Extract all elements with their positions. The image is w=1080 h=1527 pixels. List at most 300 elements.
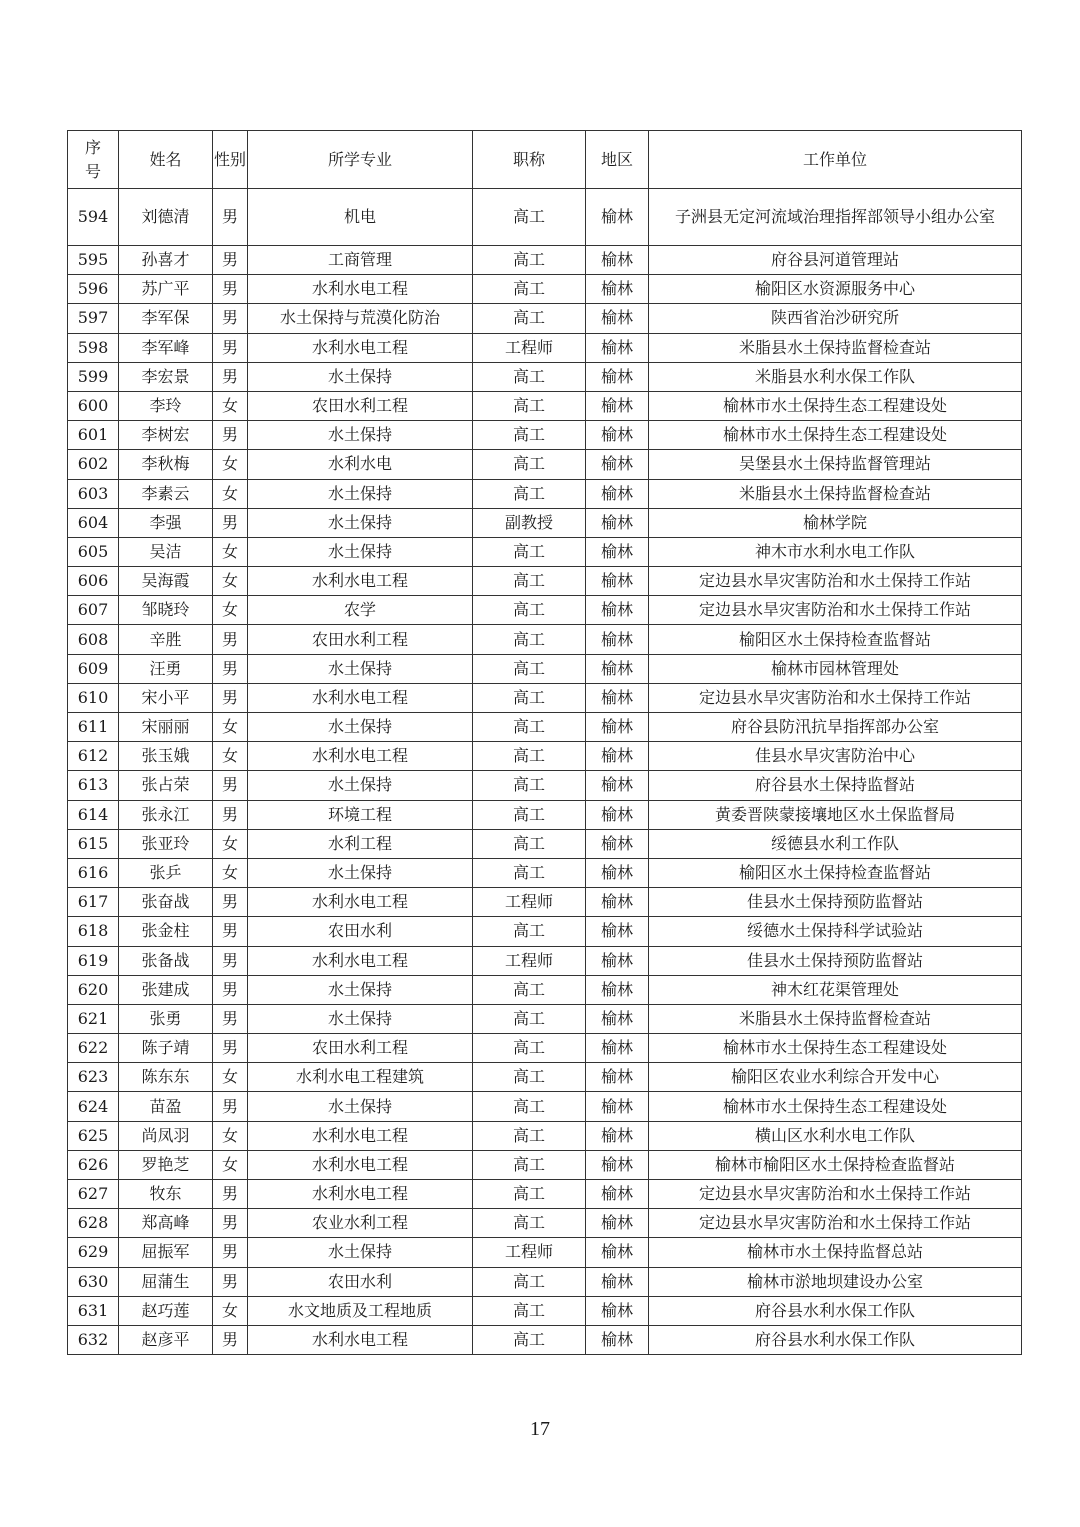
- cell-major: 水土保持: [248, 1004, 473, 1033]
- header-row: [68, 131, 1022, 189]
- cell-gender: 女: [213, 1063, 248, 1092]
- cell-region: 榆林: [586, 742, 649, 771]
- cell-region: 榆林: [586, 654, 649, 683]
- table-row: [68, 713, 1022, 742]
- cell-unit: 米脂县水土保持监督检查站: [649, 1004, 1022, 1033]
- cell-region: 榆林: [586, 975, 649, 1004]
- cell-seq: 616: [68, 858, 119, 887]
- cell-name: 郑高峰: [119, 1209, 213, 1238]
- cell-gender: 男: [213, 1004, 248, 1033]
- cell-region: 榆林: [586, 1092, 649, 1121]
- cell-gender: 女: [213, 596, 248, 625]
- cell-seq: 617: [68, 888, 119, 917]
- cell-seq: 618: [68, 917, 119, 946]
- cell-region: 榆林: [586, 275, 649, 304]
- table-row: [68, 362, 1022, 391]
- cell-major: 农田水利工程: [248, 1034, 473, 1063]
- cell-major: 农学: [248, 596, 473, 625]
- table-row: [68, 917, 1022, 946]
- cell-region: 榆林: [586, 800, 649, 829]
- cell-name: 宋丽丽: [119, 713, 213, 742]
- cell-region: 榆林: [586, 537, 649, 566]
- header-region: 地区: [586, 131, 649, 189]
- cell-seq: 611: [68, 713, 119, 742]
- cell-major: 水利水电工程: [248, 1150, 473, 1179]
- cell-gender: 女: [213, 829, 248, 858]
- cell-gender: 男: [213, 333, 248, 362]
- cell-name: 汪勇: [119, 654, 213, 683]
- cell-region: 榆林: [586, 450, 649, 479]
- cell-major: 水土保持: [248, 858, 473, 887]
- cell-region: 榆林: [586, 362, 649, 391]
- cell-name: 赵彦平: [119, 1325, 213, 1354]
- cell-region: 榆林: [586, 333, 649, 362]
- cell-seq: 605: [68, 537, 119, 566]
- cell-title: 高工: [473, 1092, 586, 1121]
- header-unit: 工作单位: [649, 131, 1022, 189]
- cell-unit: 米脂县水土保持监督检查站: [649, 333, 1022, 362]
- cell-unit: 米脂县水利水保工作队: [649, 362, 1022, 391]
- cell-unit: 榆阳区水土保持检查监督站: [649, 858, 1022, 887]
- cell-major: 水利水电工程: [248, 275, 473, 304]
- cell-title: 高工: [473, 1034, 586, 1063]
- cell-gender: 男: [213, 1267, 248, 1296]
- cell-seq: 620: [68, 975, 119, 1004]
- cell-seq: 630: [68, 1267, 119, 1296]
- table-row: [68, 596, 1022, 625]
- table-row: [68, 1180, 1022, 1209]
- cell-major: 农业水利工程: [248, 1209, 473, 1238]
- cell-unit: 神木红花渠管理处: [649, 975, 1022, 1004]
- cell-gender: 女: [213, 537, 248, 566]
- cell-title: 高工: [473, 362, 586, 391]
- cell-gender: 男: [213, 771, 248, 800]
- cell-major: 水利水电工程: [248, 888, 473, 917]
- cell-name: 张玉娥: [119, 742, 213, 771]
- cell-seq: 624: [68, 1092, 119, 1121]
- table-row: [68, 275, 1022, 304]
- cell-title: 高工: [473, 1180, 586, 1209]
- cell-major: 水利水电工程: [248, 567, 473, 596]
- cell-unit: 绥德县水利工作队: [649, 829, 1022, 858]
- cell-seq: 594: [68, 189, 119, 246]
- cell-major: 水利水电: [248, 450, 473, 479]
- cell-unit: 榆林市水土保持监督总站: [649, 1238, 1022, 1267]
- cell-title: 工程师: [473, 1238, 586, 1267]
- cell-unit: 陕西省治沙研究所: [649, 304, 1022, 333]
- cell-seq: 598: [68, 333, 119, 362]
- cell-name: 张亚玲: [119, 829, 213, 858]
- cell-name: 张永江: [119, 800, 213, 829]
- cell-major: 水土保持: [248, 975, 473, 1004]
- cell-region: 榆林: [586, 304, 649, 333]
- cell-title: 高工: [473, 391, 586, 420]
- cell-major: 水利工程: [248, 829, 473, 858]
- cell-name: 孙喜才: [119, 246, 213, 275]
- cell-region: 榆林: [586, 1209, 649, 1238]
- cell-seq: 631: [68, 1296, 119, 1325]
- cell-region: 榆林: [586, 596, 649, 625]
- cell-seq: 613: [68, 771, 119, 800]
- table-row: [68, 333, 1022, 362]
- cell-gender: 男: [213, 1092, 248, 1121]
- cell-title: 高工: [473, 1004, 586, 1033]
- cell-name: 张建成: [119, 975, 213, 1004]
- cell-name: 李宏景: [119, 362, 213, 391]
- cell-seq: 607: [68, 596, 119, 625]
- table-row: [68, 625, 1022, 654]
- cell-name: 李军峰: [119, 333, 213, 362]
- cell-unit: 府谷县水利水保工作队: [649, 1296, 1022, 1325]
- cell-region: 榆林: [586, 917, 649, 946]
- cell-title: 高工: [473, 596, 586, 625]
- cell-unit: 榆林市水土保持生态工程建设处: [649, 1092, 1022, 1121]
- cell-unit: 榆阳区水土保持检查监督站: [649, 625, 1022, 654]
- cell-unit: 府谷县河道管理站: [649, 246, 1022, 275]
- header-gender: 性别: [213, 131, 248, 189]
- cell-gender: 男: [213, 683, 248, 712]
- cell-region: 榆林: [586, 713, 649, 742]
- cell-unit: 榆林市园林管理处: [649, 654, 1022, 683]
- header-title: 职称: [473, 131, 586, 189]
- cell-unit: 府谷县防汛抗旱指挥部办公室: [649, 713, 1022, 742]
- cell-seq: 600: [68, 391, 119, 420]
- cell-gender: 女: [213, 450, 248, 479]
- cell-gender: 女: [213, 1121, 248, 1150]
- cell-seq: 628: [68, 1209, 119, 1238]
- cell-title: 高工: [473, 1063, 586, 1092]
- cell-unit: 定边县水旱灾害防治和水土保持工作站: [649, 567, 1022, 596]
- cell-title: 高工: [473, 742, 586, 771]
- cell-name: 李树宏: [119, 421, 213, 450]
- cell-gender: 男: [213, 1034, 248, 1063]
- cell-name: 陈东东: [119, 1063, 213, 1092]
- cell-title: 高工: [473, 1267, 586, 1296]
- cell-gender: 男: [213, 888, 248, 917]
- cell-region: 榆林: [586, 246, 649, 275]
- cell-region: 榆林: [586, 888, 649, 917]
- table-row: [68, 1238, 1022, 1267]
- cell-major: 环境工程: [248, 800, 473, 829]
- cell-title: 高工: [473, 1296, 586, 1325]
- cell-unit: 榆林市水土保持生态工程建设处: [649, 421, 1022, 450]
- cell-name: 李素云: [119, 479, 213, 508]
- cell-gender: 男: [213, 421, 248, 450]
- cell-gender: 男: [213, 1209, 248, 1238]
- cell-region: 榆林: [586, 1150, 649, 1179]
- cell-name: 赵巧莲: [119, 1296, 213, 1325]
- cell-region: 榆林: [586, 508, 649, 537]
- cell-title: 高工: [473, 975, 586, 1004]
- cell-unit: 子洲县无定河流域治理指挥部领导小组办公室: [649, 189, 1022, 246]
- cell-major: 水土保持与荒漠化防治: [248, 304, 473, 333]
- cell-major: 水文地质及工程地质: [248, 1296, 473, 1325]
- table-row: [68, 246, 1022, 275]
- table-row: [68, 304, 1022, 333]
- cell-unit: 定边县水旱灾害防治和水土保持工作站: [649, 1209, 1022, 1238]
- cell-region: 榆林: [586, 1267, 649, 1296]
- cell-name: 张占荣: [119, 771, 213, 800]
- cell-seq: 610: [68, 683, 119, 712]
- cell-unit: 榆阳区水资源服务中心: [649, 275, 1022, 304]
- cell-unit: 榆林市水土保持生态工程建设处: [649, 391, 1022, 420]
- table-row: [68, 567, 1022, 596]
- cell-seq: 626: [68, 1150, 119, 1179]
- cell-unit: 佳县水土保持预防监督站: [649, 946, 1022, 975]
- table-row: [68, 189, 1022, 246]
- cell-name: 李秋梅: [119, 450, 213, 479]
- cell-gender: 男: [213, 275, 248, 304]
- cell-unit: 府谷县水土保持监督站: [649, 771, 1022, 800]
- cell-major: 农田水利: [248, 917, 473, 946]
- cell-gender: 男: [213, 1325, 248, 1354]
- header-major: 所学专业: [248, 131, 473, 189]
- cell-seq: 597: [68, 304, 119, 333]
- cell-name: 吴洁: [119, 537, 213, 566]
- table-row: [68, 858, 1022, 887]
- cell-gender: 女: [213, 567, 248, 596]
- cell-name: 李强: [119, 508, 213, 537]
- cell-major: 农田水利: [248, 1267, 473, 1296]
- cell-gender: 男: [213, 975, 248, 1004]
- cell-major: 水土保持: [248, 1092, 473, 1121]
- cell-title: 高工: [473, 189, 586, 246]
- cell-seq: 599: [68, 362, 119, 391]
- cell-name: 邹晓玲: [119, 596, 213, 625]
- table-row: [68, 421, 1022, 450]
- cell-seq: 621: [68, 1004, 119, 1033]
- cell-seq: 625: [68, 1121, 119, 1150]
- cell-name: 李军保: [119, 304, 213, 333]
- cell-region: 榆林: [586, 683, 649, 712]
- cell-name: 刘德清: [119, 189, 213, 246]
- cell-gender: 女: [213, 1150, 248, 1179]
- table-row: [68, 683, 1022, 712]
- cell-name: 张金柱: [119, 917, 213, 946]
- cell-title: 高工: [473, 654, 586, 683]
- cell-name: 苏广平: [119, 275, 213, 304]
- cell-gender: 男: [213, 1238, 248, 1267]
- cell-major: 水利水电工程: [248, 333, 473, 362]
- cell-name: 张乒: [119, 858, 213, 887]
- cell-title: 高工: [473, 917, 586, 946]
- cell-region: 榆林: [586, 771, 649, 800]
- cell-region: 榆林: [586, 1325, 649, 1354]
- cell-unit: 榆林市淤地坝建设办公室: [649, 1267, 1022, 1296]
- cell-seq: 615: [68, 829, 119, 858]
- table-row: [68, 654, 1022, 683]
- cell-name: 尚凤羽: [119, 1121, 213, 1150]
- cell-gender: 男: [213, 654, 248, 683]
- cell-title: 高工: [473, 421, 586, 450]
- cell-name: 辛胜: [119, 625, 213, 654]
- table-row: [68, 450, 1022, 479]
- personnel-table: [67, 130, 1022, 1355]
- cell-major: 水利水电工程: [248, 742, 473, 771]
- cell-seq: 612: [68, 742, 119, 771]
- table-row: [68, 829, 1022, 858]
- table-row: [68, 888, 1022, 917]
- table-header: [68, 131, 1022, 189]
- cell-gender: 女: [213, 742, 248, 771]
- cell-seq: 609: [68, 654, 119, 683]
- cell-title: 高工: [473, 275, 586, 304]
- cell-region: 榆林: [586, 391, 649, 420]
- cell-major: 水利水电工程: [248, 683, 473, 712]
- cell-major: 水土保持: [248, 362, 473, 391]
- cell-title: 高工: [473, 858, 586, 887]
- header-seq: 序号: [68, 131, 119, 189]
- cell-title: 高工: [473, 683, 586, 712]
- cell-gender: 男: [213, 508, 248, 537]
- cell-unit: 榆林市水土保持生态工程建设处: [649, 1034, 1022, 1063]
- table-row: [68, 1209, 1022, 1238]
- cell-major: 水利水电工程建筑: [248, 1063, 473, 1092]
- cell-gender: 女: [213, 391, 248, 420]
- table-row: [68, 537, 1022, 566]
- cell-seq: 604: [68, 508, 119, 537]
- cell-gender: 男: [213, 304, 248, 333]
- cell-unit: 米脂县水土保持监督检查站: [649, 479, 1022, 508]
- cell-unit: 横山区水利水电工作队: [649, 1121, 1022, 1150]
- cell-title: 高工: [473, 450, 586, 479]
- table-body: [68, 189, 1022, 1355]
- cell-region: 榆林: [586, 1034, 649, 1063]
- cell-major: 水利水电工程: [248, 946, 473, 975]
- cell-unit: 府谷县水利水保工作队: [649, 1325, 1022, 1354]
- cell-seq: 601: [68, 421, 119, 450]
- cell-unit: 黄委晋陕蒙接壤地区水土保监督局: [649, 800, 1022, 829]
- cell-title: 高工: [473, 479, 586, 508]
- cell-region: 榆林: [586, 1238, 649, 1267]
- cell-major: 水土保持: [248, 421, 473, 450]
- cell-region: 榆林: [586, 829, 649, 858]
- cell-region: 榆林: [586, 189, 649, 246]
- cell-title: 高工: [473, 800, 586, 829]
- cell-unit: 定边县水旱灾害防治和水土保持工作站: [649, 683, 1022, 712]
- cell-name: 罗艳芝: [119, 1150, 213, 1179]
- cell-region: 榆林: [586, 858, 649, 887]
- cell-name: 屈蒲生: [119, 1267, 213, 1296]
- table-row: [68, 391, 1022, 420]
- cell-seq: 627: [68, 1180, 119, 1209]
- cell-unit: 绥德水土保持科学试验站: [649, 917, 1022, 946]
- cell-gender: 男: [213, 917, 248, 946]
- cell-title: 工程师: [473, 946, 586, 975]
- table-row: [68, 742, 1022, 771]
- cell-seq: 622: [68, 1034, 119, 1063]
- cell-title: 高工: [473, 1150, 586, 1179]
- cell-major: 水利水电工程: [248, 1325, 473, 1354]
- table-row: [68, 1004, 1022, 1033]
- cell-title: 高工: [473, 713, 586, 742]
- cell-seq: 603: [68, 479, 119, 508]
- cell-major: 水土保持: [248, 1238, 473, 1267]
- cell-seq: 595: [68, 246, 119, 275]
- cell-seq: 602: [68, 450, 119, 479]
- cell-gender: 男: [213, 246, 248, 275]
- cell-gender: 男: [213, 189, 248, 246]
- cell-major: 水土保持: [248, 713, 473, 742]
- cell-title: 高工: [473, 771, 586, 800]
- cell-major: 农田水利工程: [248, 625, 473, 654]
- cell-major: 水土保持: [248, 479, 473, 508]
- cell-seq: 606: [68, 567, 119, 596]
- cell-name: 张奋战: [119, 888, 213, 917]
- cell-region: 榆林: [586, 1121, 649, 1150]
- cell-major: 工商管理: [248, 246, 473, 275]
- table-row: [68, 1325, 1022, 1354]
- cell-name: 张备战: [119, 946, 213, 975]
- table-row: [68, 771, 1022, 800]
- cell-seq: 619: [68, 946, 119, 975]
- cell-major: 水土保持: [248, 654, 473, 683]
- table-row: [68, 1092, 1022, 1121]
- table-row: [68, 1150, 1022, 1179]
- table-row: [68, 1063, 1022, 1092]
- cell-gender: 女: [213, 1296, 248, 1325]
- cell-title: 高工: [473, 829, 586, 858]
- table-row: [68, 1121, 1022, 1150]
- table-row: [68, 800, 1022, 829]
- header-name: 姓名: [119, 131, 213, 189]
- cell-title: 高工: [473, 625, 586, 654]
- cell-title: 高工: [473, 567, 586, 596]
- cell-region: 榆林: [586, 1180, 649, 1209]
- table-row: [68, 1034, 1022, 1063]
- cell-title: 工程师: [473, 333, 586, 362]
- cell-major: 水土保持: [248, 771, 473, 800]
- cell-gender: 女: [213, 479, 248, 508]
- cell-seq: 608: [68, 625, 119, 654]
- cell-unit: 佳县水旱灾害防治中心: [649, 742, 1022, 771]
- cell-name: 张勇: [119, 1004, 213, 1033]
- cell-region: 榆林: [586, 479, 649, 508]
- cell-name: 李玲: [119, 391, 213, 420]
- cell-gender: 女: [213, 713, 248, 742]
- cell-gender: 男: [213, 1180, 248, 1209]
- cell-name: 宋小平: [119, 683, 213, 712]
- table-row: [68, 1296, 1022, 1325]
- cell-region: 榆林: [586, 625, 649, 654]
- table-row: [68, 1267, 1022, 1296]
- cell-seq: 632: [68, 1325, 119, 1354]
- cell-seq: 614: [68, 800, 119, 829]
- cell-region: 榆林: [586, 421, 649, 450]
- cell-unit: 吴堡县水土保持监督管理站: [649, 450, 1022, 479]
- cell-region: 榆林: [586, 946, 649, 975]
- table-row: [68, 479, 1022, 508]
- cell-seq: 623: [68, 1063, 119, 1092]
- cell-gender: 男: [213, 625, 248, 654]
- cell-name: 牧东: [119, 1180, 213, 1209]
- cell-title: 高工: [473, 537, 586, 566]
- cell-major: 机电: [248, 189, 473, 246]
- cell-major: 水利水电工程: [248, 1121, 473, 1150]
- cell-title: 高工: [473, 1325, 586, 1354]
- cell-name: 苗盈: [119, 1092, 213, 1121]
- cell-major: 水土保持: [248, 508, 473, 537]
- cell-unit: 榆林学院: [649, 508, 1022, 537]
- cell-seq: 629: [68, 1238, 119, 1267]
- cell-unit: 榆阳区农业水利综合开发中心: [649, 1063, 1022, 1092]
- table-row: [68, 946, 1022, 975]
- cell-unit: 佳县水土保持预防监督站: [649, 888, 1022, 917]
- cell-gender: 男: [213, 362, 248, 391]
- table-row: [68, 975, 1022, 1004]
- cell-major: 水土保持: [248, 537, 473, 566]
- cell-region: 榆林: [586, 567, 649, 596]
